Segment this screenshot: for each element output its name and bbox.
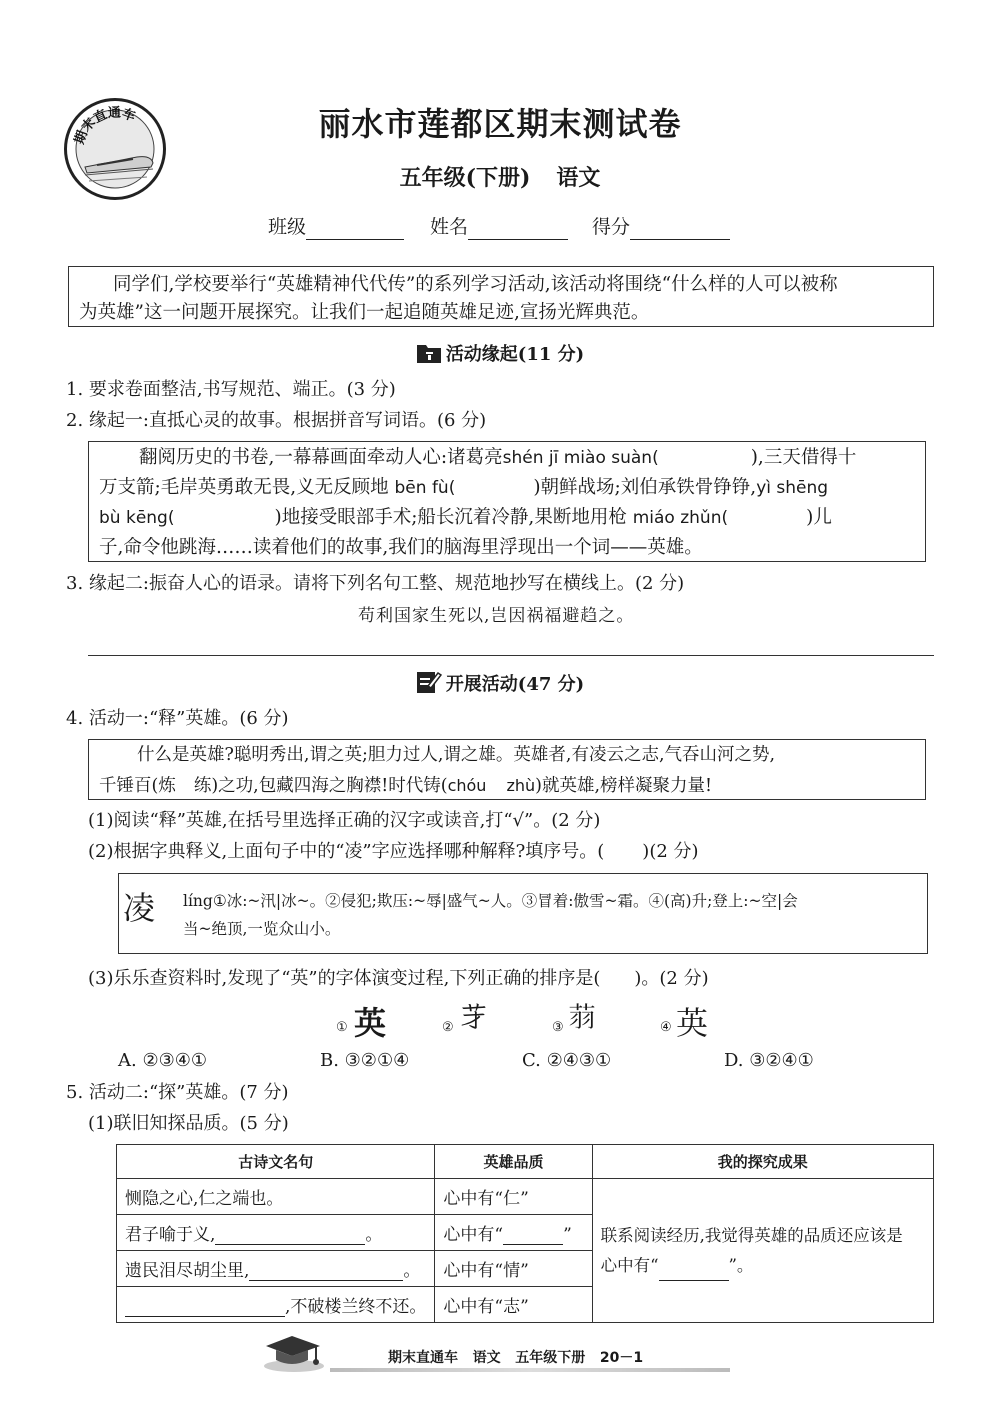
class-field[interactable]: 班级: [268, 214, 404, 240]
story-line-3: bù kēng( )地接受眼部手术;船长沉着冷静,果断地用枪 miáo zhǔn( )儿: [99, 507, 832, 528]
footer-bar: [330, 1368, 730, 1372]
passage-line-1: 什么是英雄?聪明秀出,谓之英;胆力过人,谓之雄。英雄者,有凌云之志,气吞山河之势,: [137, 745, 776, 765]
dict-char: 凌: [123, 889, 156, 927]
page-number: 20－1: [599, 1350, 644, 1366]
answer-blank-quality[interactable]: [659, 1280, 729, 1281]
glyph-3: 𦭳: [568, 1001, 597, 1034]
glyph-num-3: ③: [552, 1020, 564, 1035]
passage-line-2: 千锤百(炼 练)之功,包藏四海之胸襟!时代铸(chóu zhù)就英雄,榜样凝聚力量!: [99, 776, 713, 796]
logo-text: 期末直通车: [72, 105, 138, 147]
choice-chou[interactable]: chóu: [447, 776, 487, 795]
option-c[interactable]: C. ②④③①: [522, 1050, 612, 1071]
intro-line-2: 为英雄”这一问题开展探究。让我们一起追随英雄足迹,宣扬光辉典范。: [79, 302, 650, 323]
pinyin-4: miáo zhǔn(: [632, 508, 729, 528]
story-line-2: 万支箭;毛岸英勇敢无畏,义无反顾地 bēn fù( )朝鲜战场;刘伯承铁骨铮铮,yì shēng: [99, 477, 829, 498]
table-cell[interactable]: 心中有“ ”: [435, 1215, 592, 1251]
table-row: [117, 1179, 934, 1215]
pinyin-3: yì shēng: [756, 478, 829, 498]
table-header: 英雄品质: [435, 1145, 592, 1179]
table-cell[interactable]: 君子喻于义, 。: [117, 1215, 435, 1251]
story-line-1: 翻阅历史的书卷,一幕幕画面牵动人心:诸葛亮shén jī miào suàn( ),三天借得十: [139, 447, 857, 468]
glyph-num-4: ④: [660, 1020, 672, 1035]
result-line-2: 心中有“ ”。: [601, 1251, 925, 1281]
quote-text: 苟利国家生死以,岂因祸福避趋之。: [358, 606, 635, 626]
intro-line-1: 同学们,学校要举行“英雄精神代代传”的系列学习活动,该活动将围绕“什么样的人可以被称: [113, 274, 838, 295]
pinyin-3b: bù kēng(: [99, 508, 175, 528]
table-header-row: [117, 1145, 934, 1179]
question-5-1: (1)联旧知探品质。(5 分): [88, 1113, 289, 1134]
question-4: 4. 活动一:“释”英雄。(6 分): [66, 708, 289, 729]
copy-line[interactable]: [88, 655, 934, 656]
question-4-3: (3)乐乐查资料时,发现了“英”的字体演变过程,下列正确的排序是( )。(2 分): [88, 968, 709, 989]
table-cell: 心中有“仁”: [435, 1179, 592, 1215]
page-subtitle: [0, 162, 1000, 194]
passage-box: [88, 739, 926, 800]
glyph-4: 英: [676, 1004, 709, 1042]
option-a[interactable]: A. ②③④①: [118, 1050, 207, 1071]
option-b[interactable]: B. ③②①④: [320, 1050, 410, 1071]
score-field[interactable]: 得分: [592, 214, 730, 240]
table-cell: 心中有“志”: [435, 1287, 592, 1323]
glyph-num-2: ②: [442, 1020, 454, 1035]
pinyin-1: shén jī miào suàn(: [502, 448, 659, 468]
section2-heading: [0, 670, 1000, 698]
choice-lian-1[interactable]: 千锤百(炼: [99, 776, 176, 796]
dictionary-box: [118, 873, 928, 954]
choice-zhu[interactable]: zhù: [506, 776, 536, 795]
grade-label: 五年级(下册): [399, 165, 531, 191]
name-field[interactable]: 姓名: [430, 214, 568, 240]
table-cell[interactable]: ,不破楼兰终不还。: [117, 1287, 435, 1323]
dict-line-2: 当~绝顶,一览众山小。: [183, 920, 341, 938]
question-5: 5. 活动二:“探”英雄。(7 分): [66, 1082, 289, 1103]
option-d[interactable]: D. ③②④①: [724, 1050, 814, 1071]
footer-text: 期末直通车 语文 五年级下册 20－1: [388, 1350, 644, 1366]
pen-note-icon: [416, 670, 442, 692]
section1-title: 活动缘起(11 分): [445, 344, 585, 365]
question-4-1: (1)阅读“释”英雄,在括号里选择正确的汉字或读音,打“√”。(2 分): [88, 810, 601, 831]
glyph-num-1: ①: [336, 1020, 348, 1035]
quality-table: [116, 1144, 934, 1323]
page-title: 丽水市莲都区期末测试卷: [318, 105, 682, 143]
table-cell: 心中有“情”: [435, 1251, 592, 1287]
question-4-2: (2)根据字典释义,上面句子中的“凌”字应选择哪种解释?填序号。( )(2 分): [88, 841, 699, 862]
result-cell[interactable]: [592, 1179, 933, 1323]
section2-title: 开展活动(47 分): [445, 674, 585, 695]
question-3: 3. 缘起二:振奋人心的语录。请将下列名句工整、规范地抄写在横线上。(2 分): [66, 573, 685, 594]
table-cell[interactable]: 遗民泪尽胡尘里, 。: [117, 1251, 435, 1287]
pinyin-2: bēn fù(: [394, 478, 456, 498]
glyph-row: [336, 998, 716, 1042]
question-2: 2. 缘起一:直抵心灵的故事。根据拼音写词语。(6 分): [66, 410, 487, 431]
table-header: 古诗文名句: [117, 1145, 435, 1179]
folder-icon: [416, 342, 442, 364]
dict-line-1: líng①冰:~汛|冰~。②侵犯;欺压:~辱|盛气~人。③冒着:傲雪~霜。④(高)升;登上:~空|会: [183, 892, 798, 910]
table-cell: 恻隐之心,仁之端也。: [117, 1179, 435, 1215]
story-box: [88, 441, 926, 562]
table-header: 我的探究成果: [592, 1145, 933, 1179]
result-line-1: 联系阅读经历,我觉得英雄的品质还应该是: [600, 1225, 903, 1245]
subject-label: 语文: [556, 165, 601, 191]
section1-heading: [0, 342, 1000, 368]
story-line-4: 子,命令他跳海……读着他们的故事,我们的脑海里浮现出一个词——英雄。: [99, 537, 703, 558]
question-1: 1. 要求卷面整洁,书写规范、端正。(3 分): [66, 379, 396, 400]
intro-box: [68, 266, 934, 327]
graduation-cap-icon: [258, 1330, 328, 1374]
glyph-1: 英: [354, 1004, 387, 1042]
glyph-2: 𦬁: [460, 1000, 489, 1033]
